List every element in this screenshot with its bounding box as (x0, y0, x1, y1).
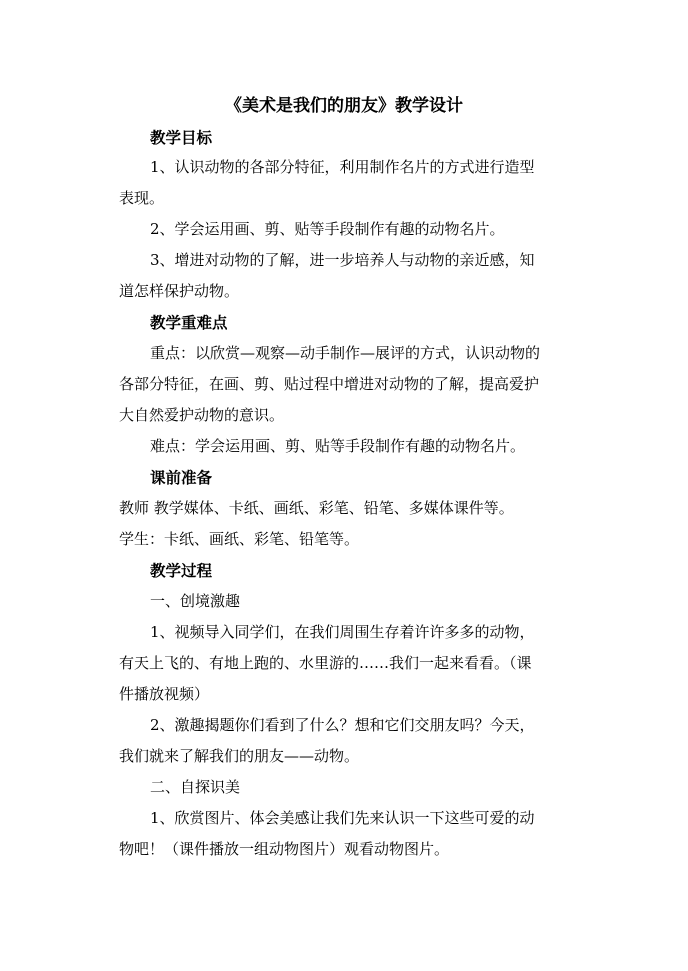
difficulty-paragraph (150, 431, 525, 462)
text-line: 2、学会运用画、剪、贴等手段制作有趣的动物名片。 (150, 220, 505, 238)
text-line: 物吧！（课件播放一组动物图片）观看动物图片。 (119, 840, 450, 858)
text-line: 表现。 (119, 189, 165, 207)
text-line: 1、视频导入同学们，在我们周围生存着许许多多的动物， (150, 623, 535, 641)
text-line: 我们就来了解我们的朋友——动物。 (119, 747, 360, 765)
student-materials (119, 524, 359, 555)
text-line: 重点：以欣赏—观察—动手制作—展评的方式，认识动物的 (150, 344, 541, 362)
text-line: 1、认识动物的各部分特征，利用制作名片的方式进行造型 (150, 158, 535, 176)
heading-key-points: 教学重难点 (150, 313, 228, 332)
text-line: 有天上飞的、有地上跑的、水里游的……我们一起来看看。（课 (119, 654, 532, 672)
text-line: 1、欣赏图片、体会美感让我们先来认识一下这些可爱的动 (150, 809, 535, 827)
text-line: 件播放视频） (119, 685, 210, 703)
teacher-materials (119, 493, 514, 524)
text-line: 各部分特征，在画、剪、贴过程中增进对动物的了解，提高爱护 (119, 375, 540, 393)
heading-process: 教学过程 (150, 561, 213, 580)
process-part-1-item-1 (119, 617, 535, 710)
text-line: 2、激趣揭题你们看到了什么？想和它们交朋友吗？今天， (150, 716, 535, 734)
text-line: 3、增进对动物的了解，进一步培养人与动物的亲近感，知 (150, 251, 535, 269)
text-line: 一、创境激趣 (150, 592, 241, 610)
process-part-2-title (150, 772, 240, 803)
process-part-2-item-1 (119, 803, 535, 865)
text-line: 道怎样保护动物。 (119, 282, 240, 300)
document-title: 《美术是我们的朋友》教学设计 (225, 96, 463, 116)
process-part-1-item-2 (119, 710, 535, 772)
text-line: 大自然爱护动物的意识。 (119, 406, 285, 424)
text-line: 学生：卡纸、画纸、彩笔、铅笔等。 (119, 530, 360, 548)
process-part-1-title (150, 586, 240, 617)
goal-item-1 (119, 152, 535, 214)
heading-preparation: 课前准备 (150, 468, 213, 487)
heading-goals: 教学目标 (150, 128, 213, 147)
goal-item-3 (119, 245, 535, 307)
text-line: 二、自探识美 (150, 778, 241, 796)
focus-paragraph (119, 338, 541, 431)
text-line: 教师 教学媒体、卡纸、画纸、彩笔、铅笔、多媒体课件等。 (119, 499, 514, 517)
goal-item-2 (150, 214, 505, 245)
text-line: 难点：学会运用画、剪、贴等手段制作有趣的动物名片。 (150, 437, 526, 455)
